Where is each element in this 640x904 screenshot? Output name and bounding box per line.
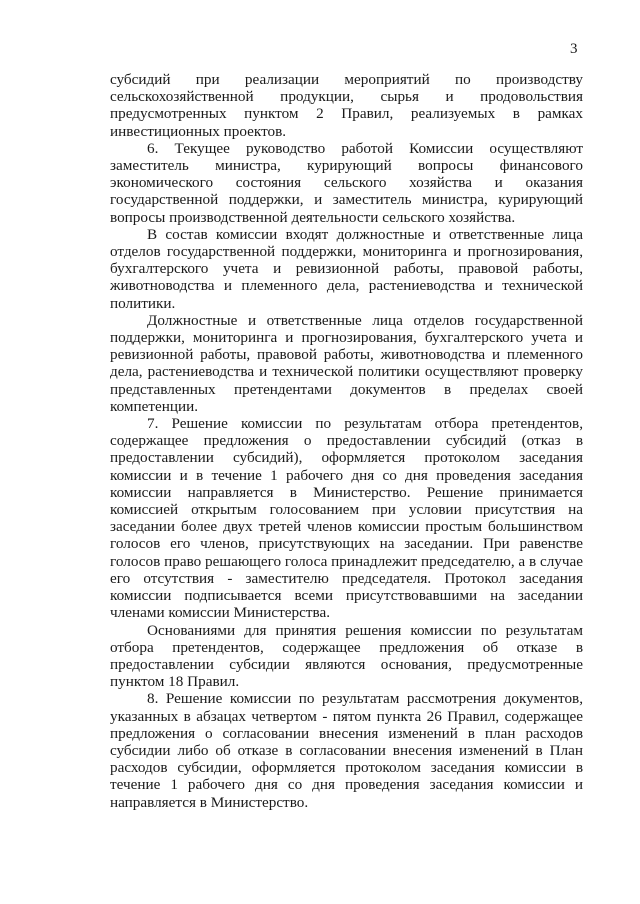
paragraph-item-6: 6. Текущее руководство работой Комиссии осуществляют заместитель министра, курирующий вопросы финансового экономического состояния сельского хозяйства и оказания государственной поддержки, и заместитель министра, курирующий вопросы производственной деятельности сельского хозяйства. <box>110 139 583 226</box>
page-number: 3 <box>570 41 578 57</box>
paragraph-commission-composition: В состав комиссии входят должностные и ответственные лица отделов государственной поддержки, мониторинга и прогнозирования, бухгалтерского учета и ревизионной работы, правовой работы, животноводства и племенного дела, растениеводства и технической политики. <box>110 225 583 312</box>
document-body <box>110 71 583 811</box>
paragraph-officials-duties: Должностные и ответственные лица отделов государственной поддержки, мониторинга и прогнозирования, бухгалтерского учета и ревизионной работы, правовой работы, животноводства и племенного дела, растениеводства и технической политики осуществляют проверку представленных претендентами документов в пределах своей компетенции. <box>110 311 583 415</box>
paragraph-item-7: 7. Решение комиссии по результатам отбора претендентов, содержащее предложения о предоставлении субсидий (отказ в предоставлении субсидий), оформляется протоколом заседания комиссии и в течение 1 рабочего дня со дня проведения заседания комиссии направляется в Министерство. Решение принимается комиссией открытым голосованием при условии присутствия на заседании более двух третей членов комиссии простым большинством голосов его членов, присутствующих на заседании. При равенстве голосов право решающего голоса принадлежит председателю, а в случае его отсутствия - заместителю председателя. Протокол заседания комиссии подписывается всеми присутствовавшими на заседании членами комиссии Министерства. <box>110 415 583 622</box>
paragraph-continuation: субсидий при реализации мероприятий по производству сельскохозяйственной продукции, сырья и продовольствия предусмотренных пунктом 2 Правил, реализуемых в рамках инвестиционных проектов. <box>110 71 583 140</box>
paragraph-item-8: 8. Решение комиссии по результатам рассмотрения документов, указанных в абзацах четвертом - пятом пункта 26 Правил, содержащее предложения о согласовании внесения изменений в план расходов субсидии либо об отказе в согласовании внесения изменений в План расходов субсидии, оформляется протоколом заседания комиссии в течение 1 рабочего дня со дня проведения заседания комиссии и направляется в Министерство. <box>110 690 583 811</box>
paragraph-refusal-grounds: Основаниями для принятия решения комиссии по результатам отбора претендентов, содержащее предложения об отказе в предоставлении субсидии являются основания, предусмотренные пунктом 18 Правил. <box>110 621 583 691</box>
